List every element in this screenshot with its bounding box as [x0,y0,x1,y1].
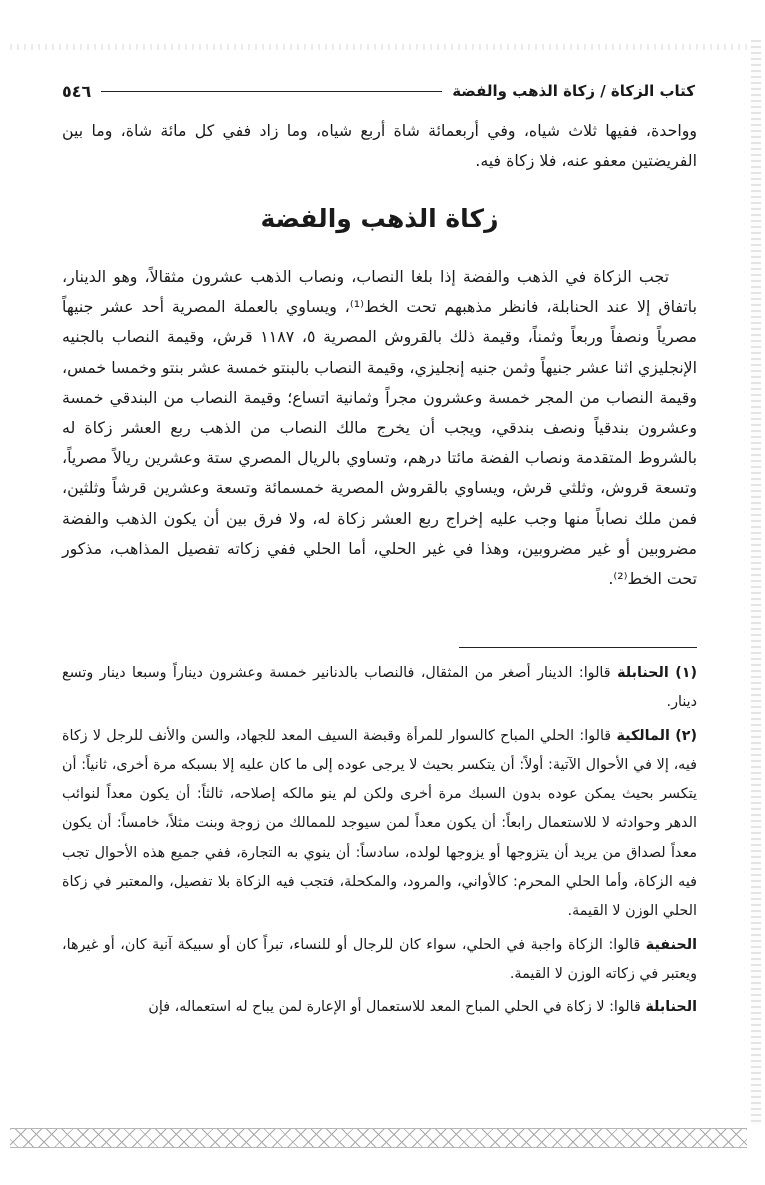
footnote-text: قالوا: الدينار أصغر من المثقال، فالنصاب بالدنانير خمسة وعشرون ديناراً وسبعا دينار وتسع دينار. [62,665,697,711]
main-paragraph [62,262,697,594]
footnote [62,659,697,718]
running-header-title: كتاب الزكاة / زكاة الذهب والفضة [452,82,695,100]
page-number: ٥٤٦ [62,81,92,101]
footnote-text: قالوا: الزكاة واجبة في الحلي، سواء كان للرجال أو للنساء، تبراً كان أو سبيكة آنية كان، أو غيرها، ويعتبر في زكاته الوزن لا القيمة. [62,936,697,982]
footnote [62,722,697,927]
decorative-bottom-border [10,1128,747,1148]
footnote [62,931,697,990]
page-edge-top-decoration [10,44,747,50]
footnote-marker: (٢) [675,727,698,744]
continuation-paragraph [62,116,697,176]
footnote-school: المالكية [616,727,670,744]
footnote-school: الحنفية [645,936,697,953]
footnote-text: قالوا: الحلي المباح كالسوار للمرأة وقبضة السيف المعد للجهاد، والسن والأنف للرجل لا زكاة فيه، إلا في الأحوال الآتية: أولاً: أن يتكسر بحيث لا يرجى عوده إلى ما كان عليه إلا بسبكه مرة أخرى، ثانياً: أن يتكسر بحيث يمكن عوده بدون السبك مرة أخرى ولكن لم ينو مالكه إصلاحه، ثالثاً: أن يكون معداً لنوائب الدهر وحوادثه لا للاستعمال رابعاً: أن يكون معداً لمن سيوجد للممالك من زوجة وبنت مثلاً، خامساً: أن يكون معداً لصداق من يريد أن يتزوجها أو يزوجها لولده، سادساً: أن ينوي به التجارة، ففي جميع هذه الأحوال تجب فيه الزكاة، وأما الحلي المحرم: كالأواني، والمرود، والمكحلة، فتجب فيه الزكاة بلا تفصيل، والمعتبر في زكاة الحلي الوزن لا القيمة. [62,727,697,920]
page-edge-side-decoration [751,40,761,1125]
footnote-school: الحنابلة [617,665,669,681]
running-header [62,76,695,106]
section-heading: زكاة الذهب والفضة [260,204,499,233]
footnote-separator [459,647,697,648]
running-header-rule [101,91,442,92]
main-text: تجب الزكاة في الذهب والفضة إذا بلغا النصاب، ونصاب الذهب عشرون مثقالاً، وهو الدينار، باتفاق إلا عند الحنابلة، فانظر مذهبهم تحت الخط⁽¹⁾، ويساوي بالعملة المصرية أحد عشر جنيهاً مصرياً ونصفاً وربعاً وثمناً، وقيمة ذلك بالقروش المصرية ٥، ١١٨٧ قرش، وقيمة النصاب بالجنيه الإنجليزي اثنا عشر جنيهاً وثمن جنيه إنجليزي، وقيمة النصاب بالبنتو خمسة عشر بنتو وخمسا خمس، وقيمة النصاب من المجر خمسة وعشرون مجراً وثمانية اتساع؛ وقيمة النصاب من البندقي خمسة وعشرون بندقياً ونصف بندقي، ويجب أن يخرج مالك النصاب من الذهب ربع العشر زكاة له بالشروط المتقدمة ونصاب الفضة مائتا درهم، وتساوي بالريال المصري ستة وعشرين ريالاً مصرياً، وتسعة قروش، وثلثي قرش، ويساوي بالقروش المصرية خمسمائة وتسعة وعشرين قرشاً وثلثين، فمن ملك نصاباً منها وجب عليه إخراج ربع العشر زكاة له، ولا فرق بين أن يكون الذهب والفضة مضروبين أو غير مضروبين، وهذا في غير الحلي، أما الحلي ففي زكاته تفصيل المذاهب، مذكور تحت الخط⁽²⁾. [62,267,697,589]
footnote-marker: (١) [675,665,698,681]
footnote [62,993,697,1022]
footnotes [62,659,697,1027]
footnote-text: قالوا: لا زكاة في الحلي المباح المعد للاستعمال أو الإعارة لمن يباح له استعماله، فإن [148,999,641,1016]
footnote-school: الحنابلة [645,999,697,1016]
continuation-text: وواحدة، ففيها ثلاث شياه، وفي أربعمائة شاة أربع شياه، وما زاد ففي كل مائة شاة، وما بين الفريضتين معفو عنه، فلا زكاة فيه. [62,121,697,171]
